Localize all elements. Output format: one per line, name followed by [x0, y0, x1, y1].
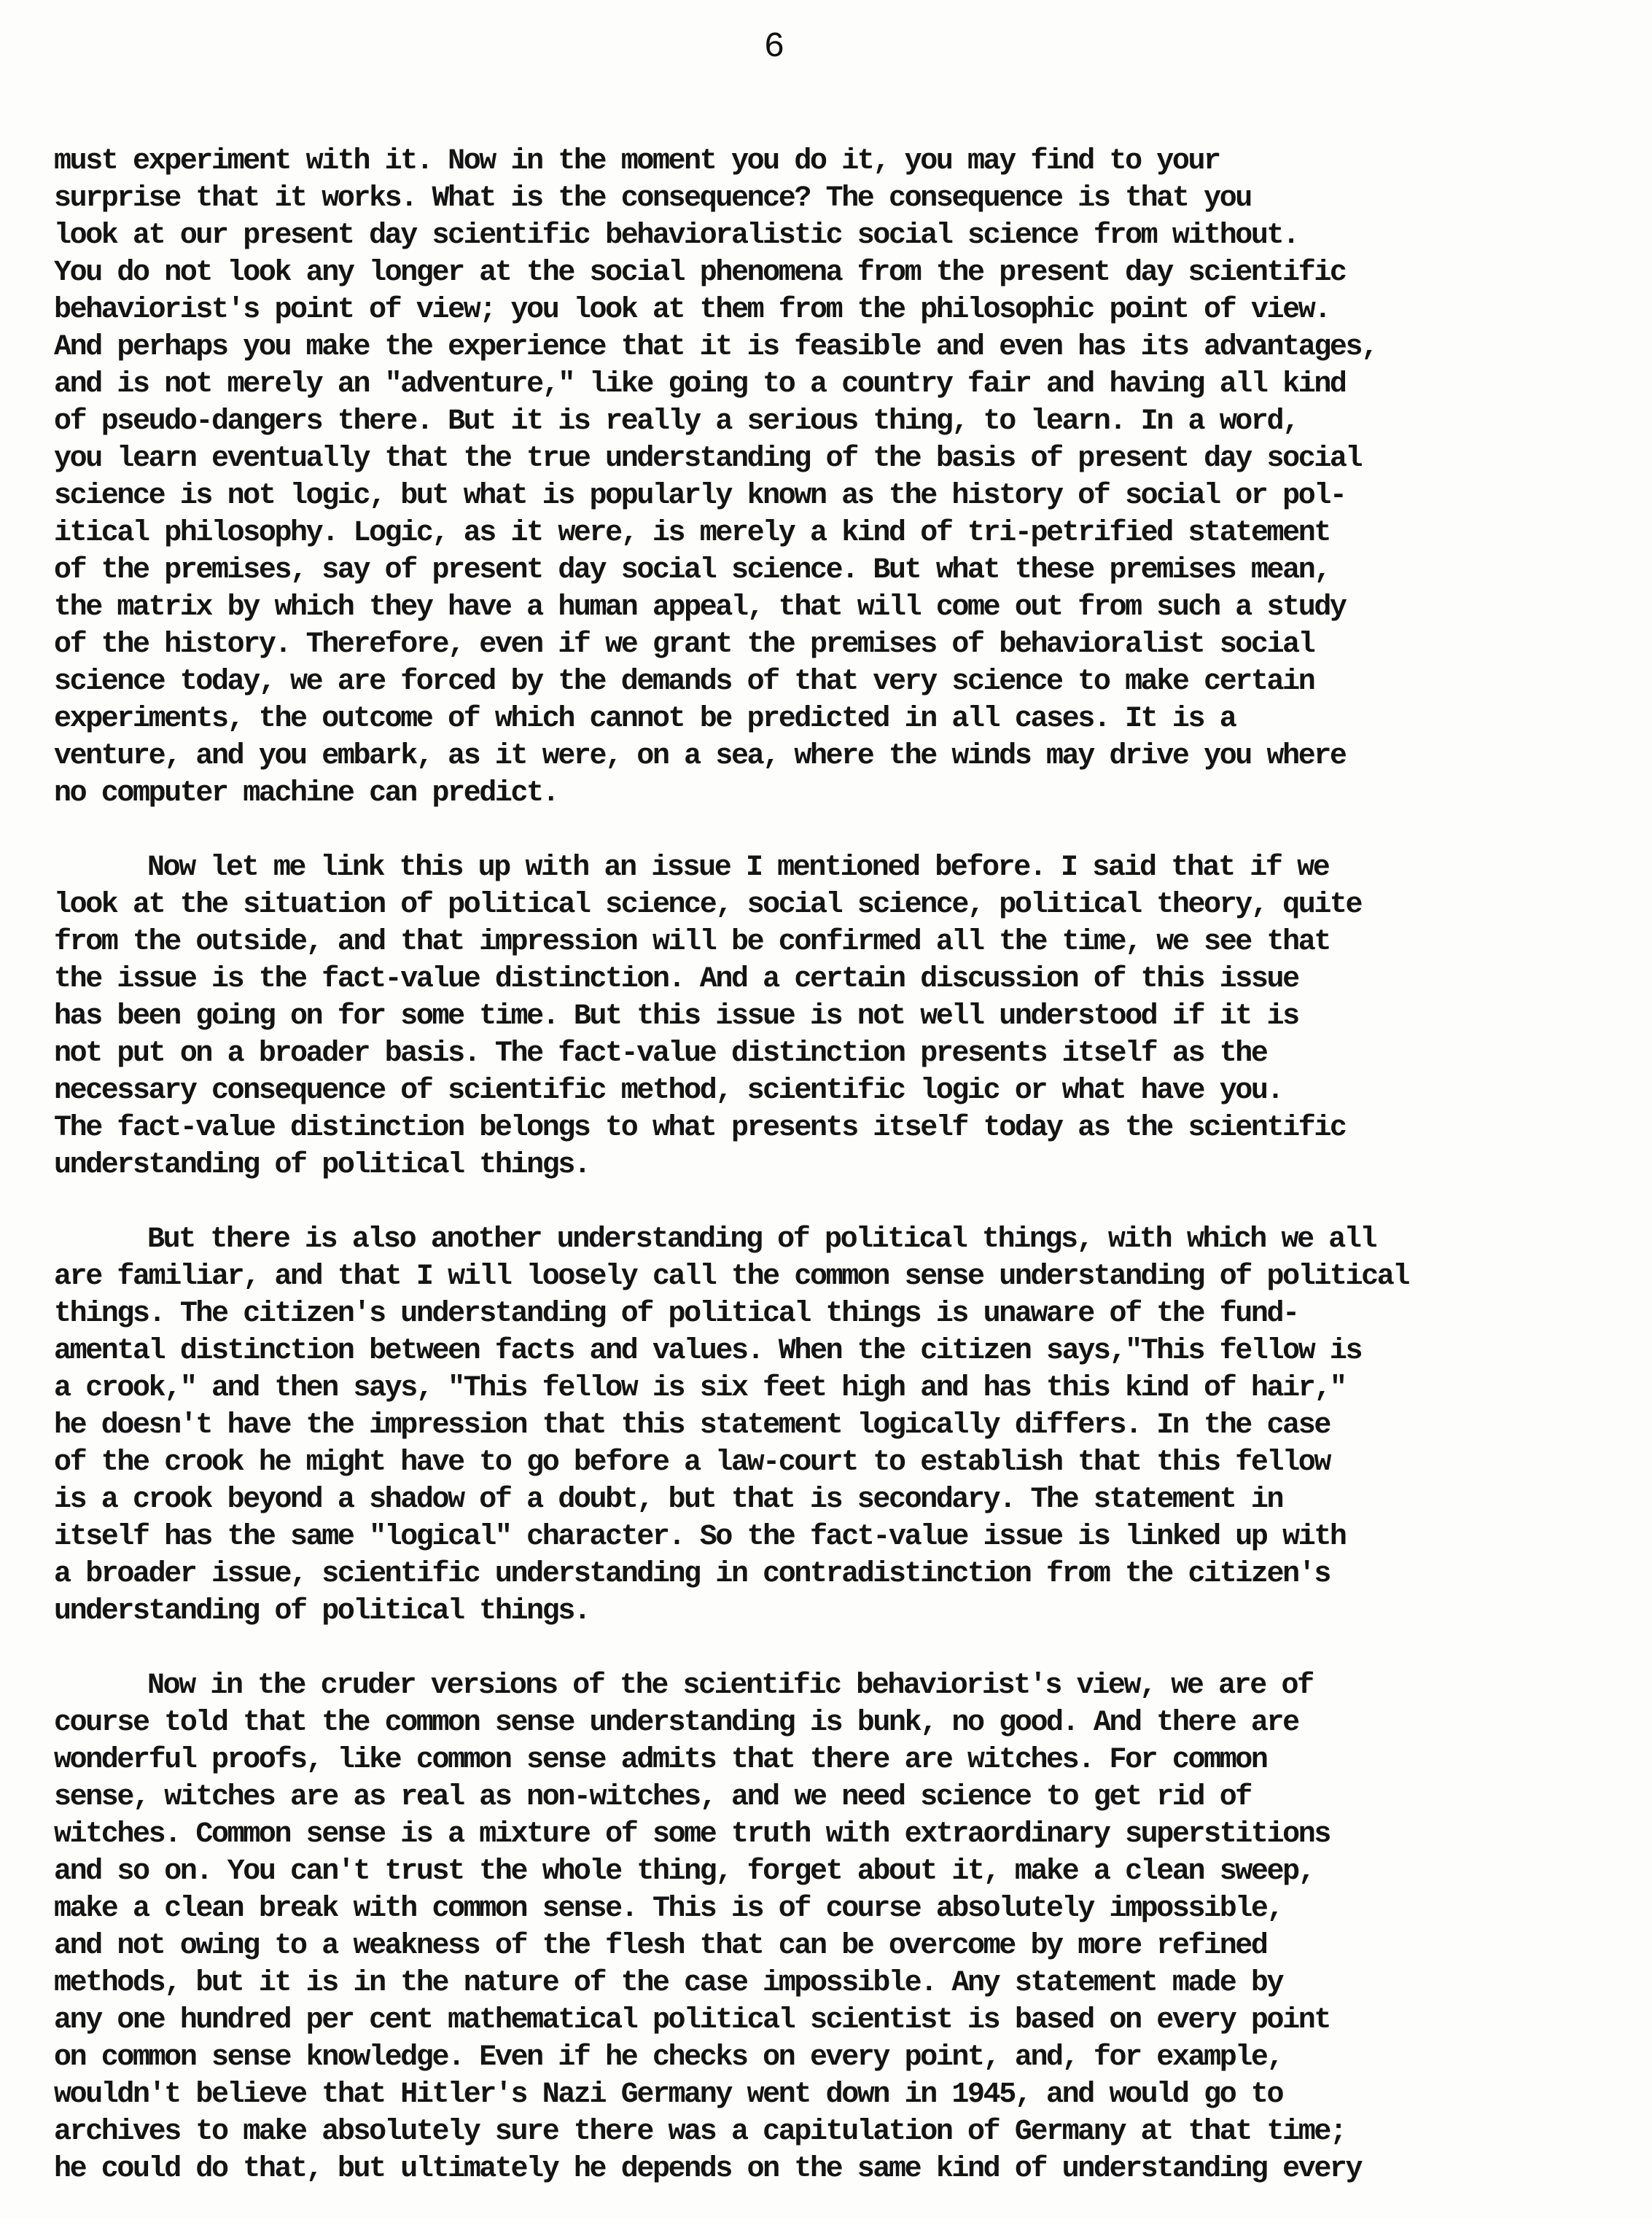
text-line: look at our present day scientific behavioralistic social science from without.: [54, 219, 1298, 252]
page-number: 6: [763, 28, 785, 67]
text-line: he doesn't have the impression that this statement logically differs. In the case: [54, 1409, 1330, 1442]
text-line: on common sense knowledge. Even if he checks on every point, and, for example,: [54, 2041, 1283, 2074]
text-line: experiments, the outcome of which cannot be predicted in all cases. It is a: [54, 703, 1236, 736]
text-line: Now let me link this up with an issue I mentioned before. I said that if we: [147, 852, 1329, 884]
text-line: behaviorist's point of view; you look at them from the philosophic point of view.: [54, 294, 1330, 327]
text-line: not put on a broader basis. The fact-value distinction presents itself as the: [54, 1037, 1267, 1070]
text-line: has been going on for some time. But this issue is not well understood if it is: [54, 1000, 1298, 1033]
text-line: itical philosophy. Logic, as it were, is merely a kind of tri-petrified statement: [54, 517, 1330, 550]
text-line: of pseudo-dangers there. But it is really a serious thing, to learn. In a word,: [54, 405, 1298, 438]
text-line: make a clean break with common sense. This is of course absolutely impossible,: [54, 1893, 1283, 1925]
text-line: and is not merely an "adventure," like going to a country fair and having all kind: [54, 368, 1346, 401]
text-line: must experiment with it. Now in the moment you do it, you may find to your: [54, 145, 1220, 178]
text-line: archives to make absolutely sure there was a capitulation of Germany at that time;: [54, 2116, 1346, 2148]
text-line: wonderful proofs, like common sense admits that there are witches. For common: [54, 1744, 1267, 1777]
text-line: no computer machine can predict.: [54, 777, 558, 810]
text-line: of the premises, say of present day social science. But what these premises mean,: [54, 554, 1330, 587]
text-line: is a crook beyond a shadow of a doubt, but that is secondary. The statement in: [54, 1484, 1283, 1516]
text-line: and so on. You can't trust the whole thing, forget about it, make a clean sweep,: [54, 1855, 1314, 1888]
text-line: any one hundred per cent mathematical political scientist is based on every point: [54, 2004, 1330, 2037]
text-line: course told that the common sense understanding is bunk, no good. And there are: [54, 1707, 1298, 1739]
text-line: things. The citizen's understanding of political things is unaware of the fund-: [54, 1298, 1298, 1330]
text-line: you learn eventually that the true understanding of the basis of present day social: [54, 443, 1362, 475]
text-line: witches. Common sense is a mixture of some truth with extraordinary superstitions: [54, 1818, 1330, 1851]
text-line: of the crook he might have to go before a law-court to establish that this fellow: [54, 1446, 1330, 1479]
body-text: [54, 143, 1607, 2225]
text-line: a crook," and then says, "This fellow is six feet high and has this kind of hair,": [54, 1372, 1346, 1405]
paragraph-4: [54, 1667, 1607, 2188]
text-line: itself has the same "logical" character. So the fact-value issue is linked up with: [54, 1521, 1346, 1554]
text-line: and not owing to a weakness of the flesh that can be overcome by more refined: [54, 1930, 1267, 1963]
text-line: from the outside, and that impression will be confirmed all the time, we see that: [54, 926, 1330, 959]
text-line: science today, we are forced by the demands of that very science to make certain: [54, 666, 1314, 698]
text-line: sense, witches are as real as non-witches, and we need science to get rid of: [54, 1781, 1251, 1814]
text-line: methods, but it is in the nature of the case impossible. Any statement made by: [54, 1967, 1283, 2000]
text-line: the matrix by which they have a human appeal, that will come out from such a study: [54, 591, 1346, 624]
text-line: are familiar, and that I will loosely call the common sense understanding of political: [54, 1260, 1409, 1293]
text-line: understanding of political things.: [54, 1595, 590, 1628]
text-line: he could do that, but ultimately he depends on the same kind of understanding every: [54, 2153, 1362, 2186]
text-line: necessary consequence of scientific method, scientific logic or what have you.: [54, 1075, 1283, 1107]
text-line: the issue is the fact-value distinction. And a certain discussion of this issue: [54, 963, 1298, 996]
text-line: surprise that it works. What is the consequence? The consequence is that you: [54, 182, 1251, 215]
text-line: The fact-value distinction belongs to what presents itself today as the scientific: [54, 1112, 1346, 1145]
text-line: understanding of political things.: [54, 1149, 590, 1182]
text-line: amental distinction between facts and values. When the citizen says,"This fellow is: [54, 1335, 1362, 1368]
text-line: venture, and you embark, as it were, on a sea, where the winds may drive you where: [54, 740, 1346, 773]
paragraph-3: [54, 1221, 1607, 1630]
text-line: of the history. Therefore, even if we grant the premises of behavioralist social: [54, 628, 1314, 661]
text-line: You do not look any longer at the social phenomena from the present day scientific: [54, 257, 1346, 289]
text-line: Now in the cruder versions of the scientific behaviorist's view, we are of: [147, 1669, 1313, 1702]
text-line: look at the situation of political science, social science, political theory, quite: [54, 889, 1362, 921]
paragraph-2: [54, 849, 1607, 1184]
text-line: wouldn't believe that Hitler's Nazi Germany went down in 1945, and would go to: [54, 2078, 1283, 2111]
paragraph-1: [54, 143, 1607, 812]
text-line: And perhaps you make the experience that it is feasible and even has its advantages,: [54, 331, 1377, 364]
text-line: a broader issue, scientific understanding in contradistinction from the citizen's: [54, 1558, 1330, 1591]
text-line: But there is also another understanding of political things, with which we all: [147, 1223, 1376, 1256]
text-line: science is not logic, but what is popularly known as the history of social or pol-: [54, 480, 1346, 513]
